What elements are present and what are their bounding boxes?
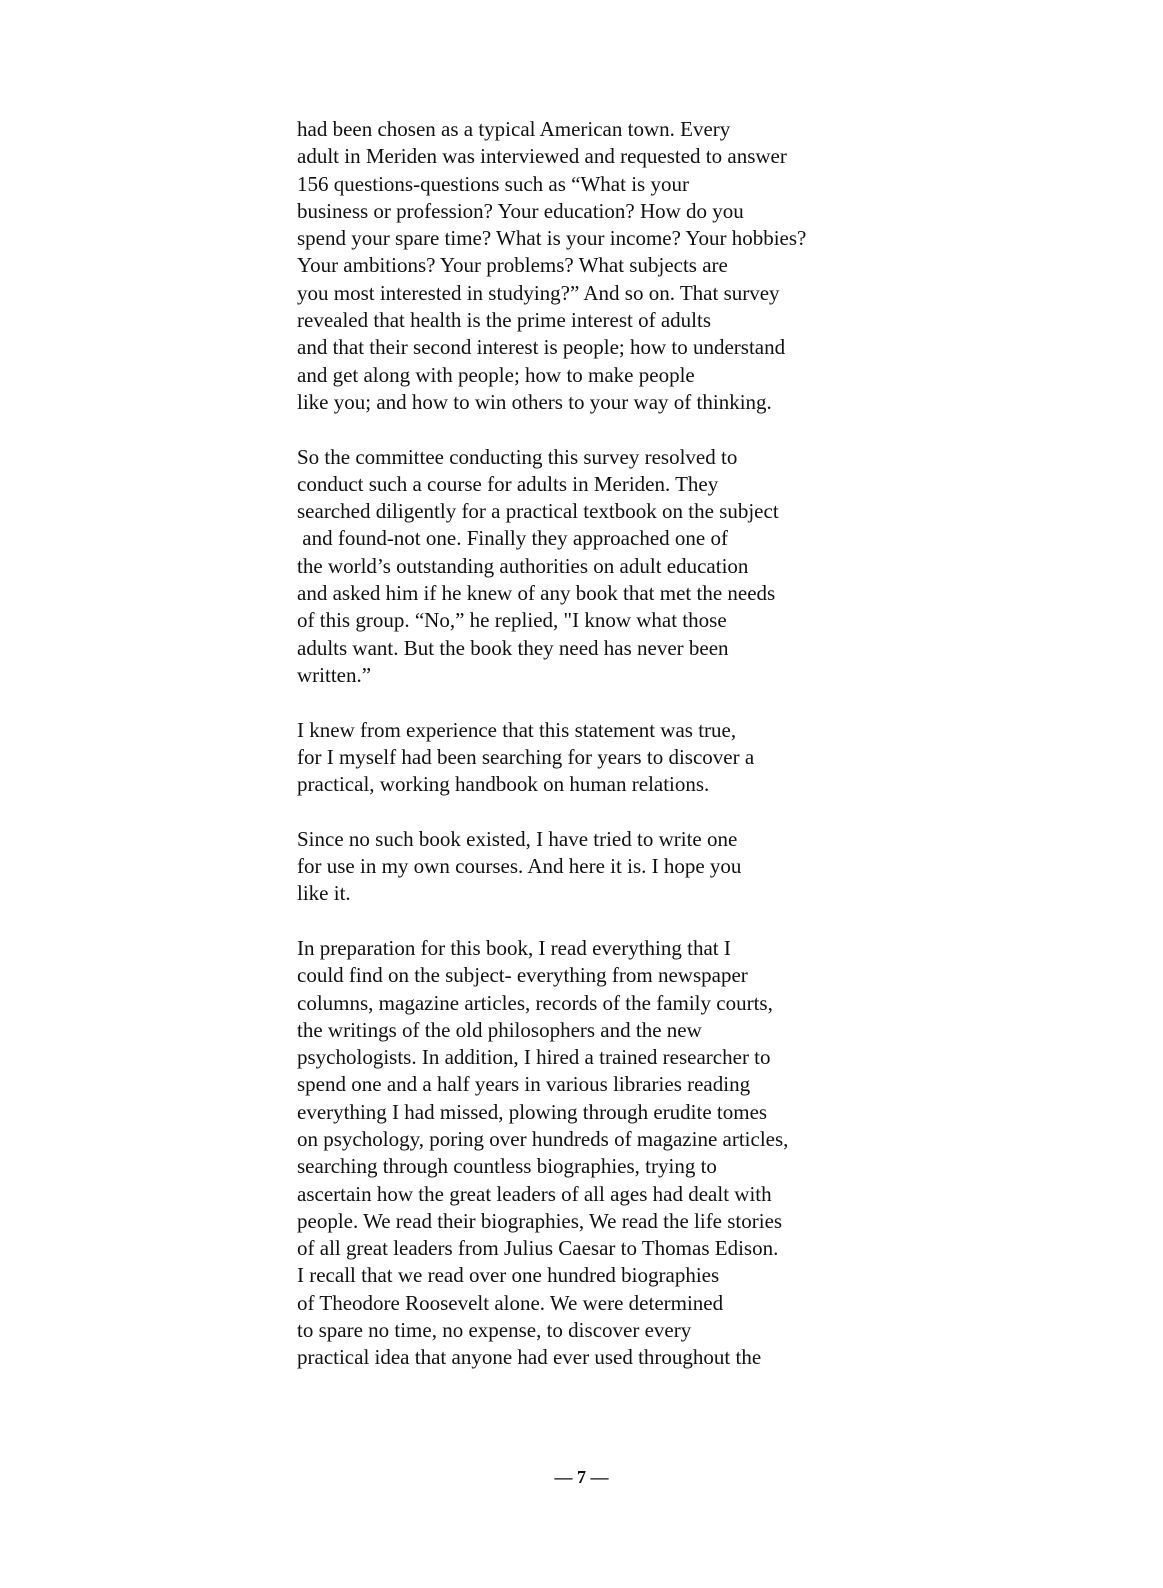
- text-line: spend your spare time? What is your income? Your hobbies?: [297, 226, 807, 251]
- text-line: the writings of the old philosophers and the new: [297, 1017, 702, 1042]
- text-line: of all great leaders from Julius Caesar to Thomas Edison.: [297, 1236, 779, 1261]
- text-line: So the committee conducting this survey resolved to: [297, 444, 738, 469]
- text-line: to spare no time, no expense, to discover every: [297, 1318, 692, 1343]
- text-line: and found-not one. Finally they approached one of: [297, 526, 728, 551]
- page-number: — 7 —: [554, 1467, 609, 1487]
- text-line: adults want. But the book they need has never been: [297, 635, 729, 660]
- paragraph: [297, 935, 997, 1372]
- text-line: for I myself had been searching for years to discover a: [297, 744, 755, 769]
- text-line: practical idea that anyone had ever used throughout the: [297, 1345, 762, 1370]
- text-line: spend one and a half years in various libraries reading: [297, 1072, 751, 1097]
- text-line: conduct such a course for adults in Meriden. They: [297, 471, 719, 496]
- text-line: you most interested in studying?” And so on. That survey: [297, 280, 780, 305]
- text-line: had been chosen as a typical American town. Every: [297, 117, 731, 141]
- text-line: written.”: [297, 662, 372, 687]
- text-line: I knew from experience that this statement was true,: [297, 717, 737, 742]
- text-line: everything I had missed, plowing through erudite tomes: [297, 1099, 768, 1124]
- text-line: like you; and how to win others to your way of thinking.: [297, 389, 772, 414]
- text-line: Your ambitions? Your problems? What subjects are: [297, 253, 728, 278]
- text-line: and asked him if he knew of any book that met the needs: [297, 581, 776, 606]
- text-line: practical, working handbook on human relations.: [297, 772, 710, 797]
- paragraph: [297, 717, 997, 799]
- text-line: adult in Meriden was interviewed and requested to answer: [297, 144, 787, 169]
- paragraph: [297, 444, 997, 690]
- text-line: I recall that we read over one hundred biographies: [297, 1263, 720, 1288]
- text-line: Since no such book existed, I have tried to write one: [297, 826, 738, 851]
- text-line: of Theodore Roosevelt alone. We were determined: [297, 1290, 724, 1315]
- text-line: revealed that health is the prime interest of adults: [297, 308, 712, 333]
- text-line: psychologists. In addition, I hired a trained researcher to: [297, 1045, 771, 1070]
- text-line: searching through countless biographies, trying to: [297, 1154, 717, 1179]
- text-line: people. We read their biographies, We read the life stories: [297, 1208, 783, 1233]
- text-line: 156 questions-questions such as “What is your: [297, 171, 689, 196]
- text-line: the world’s outstanding authorities on adult education: [297, 553, 749, 578]
- paragraph: [297, 826, 997, 908]
- paragraph: [297, 116, 997, 416]
- text-line: columns, magazine articles, records of the family courts,: [297, 990, 773, 1015]
- text-line: like it.: [297, 881, 351, 906]
- text-line: and get along with people; how to make people: [297, 362, 695, 387]
- body-text: [297, 116, 997, 1399]
- text-line: of this group. “No,” he replied, "I know what those: [297, 608, 727, 633]
- text-line: for use in my own courses. And here it is. I hope you: [297, 854, 742, 879]
- text-line: could find on the subject- everything from newspaper: [297, 963, 748, 988]
- text-line: on psychology, poring over hundreds of magazine articles,: [297, 1126, 789, 1151]
- text-line: business or profession? Your education? How do you: [297, 198, 744, 223]
- text-line: In preparation for this book, I read everything that I: [297, 935, 731, 960]
- text-line: searched diligently for a practical textbook on the subject: [297, 499, 779, 524]
- text-line: and that their second interest is people; how to understand: [297, 335, 786, 360]
- text-line: ascertain how the great leaders of all ages had dealt with: [297, 1181, 772, 1206]
